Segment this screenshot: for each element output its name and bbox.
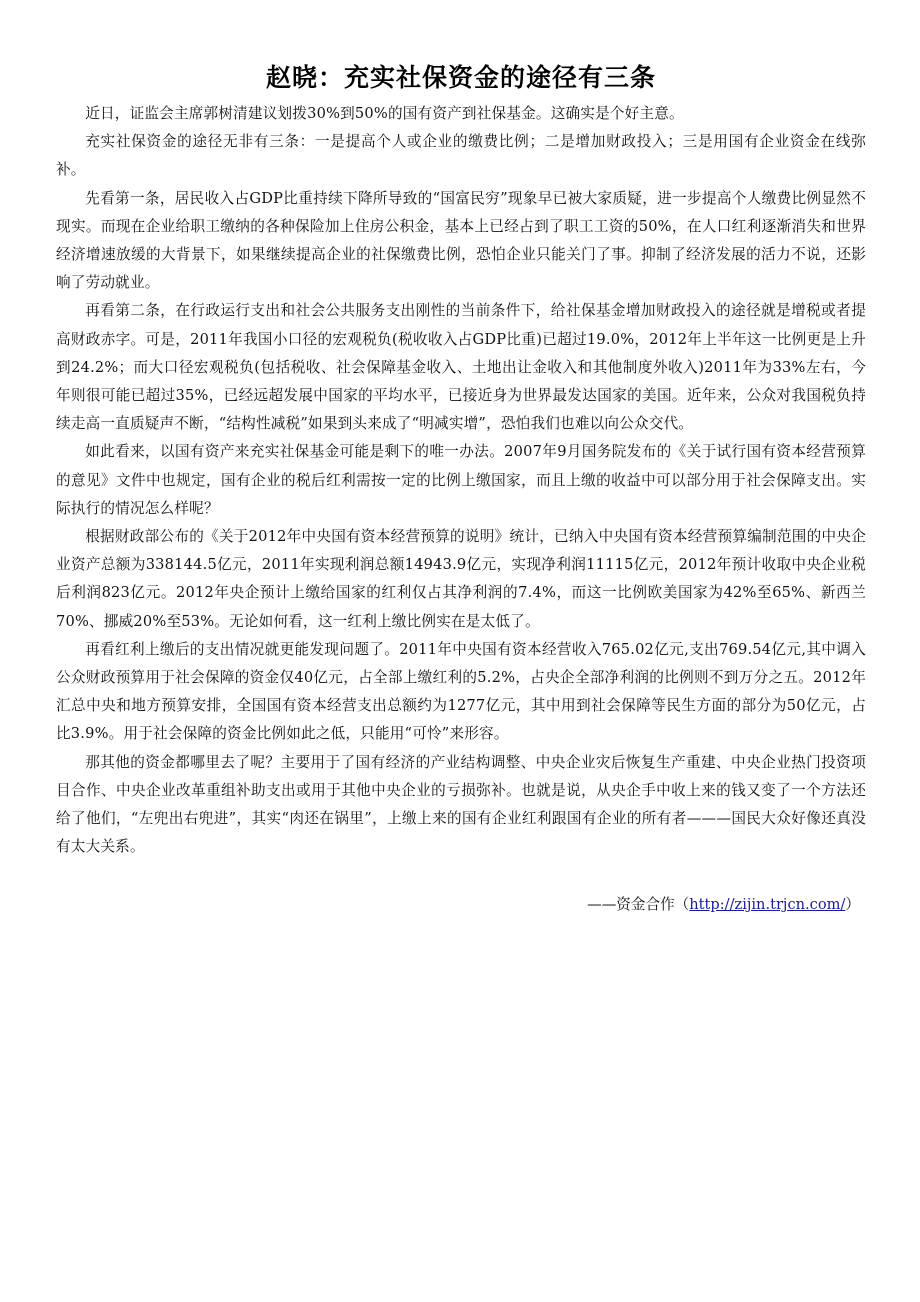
paragraph-conclusion: 那其他的资金都哪里去了呢？主要用于了国有经济的产业结构调整、中央企业灾后恢复生产重建、中央企业热门投资项目合作、中央企业改革重组补助支出或用于其他中央企业的亏损弥补。也就是说，从央企手中收上来的钱又变了一个方法还给了他们，“左兜出右兜进”，其实“肉还在锅里”，上缴上来的国有企业红利跟国有企业的所有者———国民大众好像还真没有太大关系。 [56, 753, 866, 856]
source-link[interactable]: http://zijin.trjcn.com/ [689, 896, 846, 914]
paragraph-intro: 近日，证监会主席郭树清建议划拨30%到50%的国有资产到社保基金。这确实是个好主意。 [85, 105, 684, 122]
paragraph-three-ways: 充实社保资金的途径无非有三条：一是提高个人或企业的缴费比例；二是增加财政投入；三是用国有企业资金在线弥补。 [56, 133, 866, 179]
paragraph-first-way: 先看第一条，居民收入占GDP比重持续下降所导致的“国富民穷”现象早已被大家质疑，进一步提高个人缴费比例显然不现实。而现在企业给职工缴纳的各种保险加上住房公积金，基本上已经占到了职工工资的50%，在人口红利逐渐消失和世界经济增速放缓的大背景下，如果继续提高企业的社保缴费比例，恐怕企业只能关门了事。抑制了经济发展的活力不说，还影响了劳动就业。 [56, 189, 866, 292]
source-prefix: ——资金合作（ [587, 896, 690, 914]
article-title: 赵晓：充实社保资金的途径有三条 [265, 63, 656, 92]
paragraph-state-assets: 如此看来，以国有资产来充实社保基金可能是剩下的唯一办法。2007年9月国务院发布的《关于试行国有资本经营预算的意见》文件中也规定，国有企业的税后红利需按一定的比例上缴国家，而且上缴的收益中可以部分用于社会保障支出。实际执行的情况怎么样呢？ [56, 443, 866, 517]
paragraph-budget-stats: 根据财政部公布的《关于2012年中央国有资本经营预算的说明》统计，已纳入中央国有资本经营预算编制范围的中央企业资产总额为338144.5亿元，2011年实现利润总额14943.9亿元，实现净利润11115亿元，2012年预计收取中央企业税后利润823亿元。2012年央企预计上缴给国家的红利仅占其净利润的7.4%，而这一比例欧美国家为42%至65%、新西兰70%、挪威20%至53%。无论如何看，这一红利上缴比例实在是太低了。 [56, 528, 866, 630]
paragraph-expenditure: 再看红利上缴后的支出情况就更能发现问题了。2011年中央国有资本经营收入765.02亿元,支出769.54亿元,其中调入公众财政预算用于社会保障的资金仅40亿元，占全部上缴红利的5.2%，占央企全部净利润的比例则不到万分之五。2012年汇总中央和地方预算安排，全国国有资本经营支出总额约为1277亿元，其中用到社会保障等民生方面的部分为50亿元，占比3.9%。用于社会保障的资金比例如此之低，只能用“可怜”来形容。 [56, 640, 866, 743]
source-line [56, 891, 866, 919]
source-suffix: ） [845, 896, 860, 914]
article [56, 58, 866, 919]
paragraph-second-way: 再看第二条，在行政运行支出和社会公共服务支出刚性的当前条件下，给社保基金增加财政投入的途径就是增税或者提高财政赤字。可是，2011年我国小口径的宏观税负(税收收入占GDP比重)已超过19.0%，2012年上半年这一比例更是上升到24.2%；而大口径宏观税负(包括税收、社会保障基金收入、土地出让金收入和其他制度外收入)2011年为33%左右，今年则很可能已超过35%，已经远超发展中国家的平均水平，已接近身为世界最发达国家的美国。近年来，公众对我国税负持续走高一直质疑声不断，“结构性减税”如果到头来成了“明减实增”，恐怕我们也难以向公众交代。 [56, 302, 866, 433]
